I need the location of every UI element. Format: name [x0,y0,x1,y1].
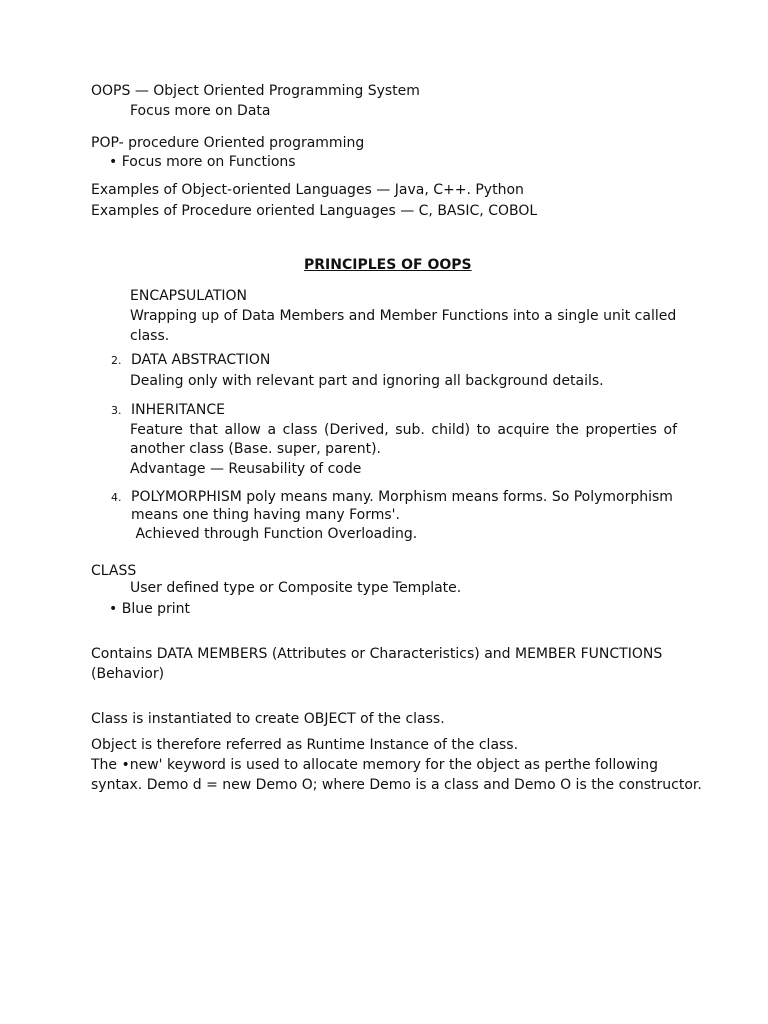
new-keyword-line: syntax. Demo d = new Demo O; where Demo is a class and Demo O is the constructor. [91,777,702,793]
principle-desc-line: Wrapping up of Data Members and Member Functions into a single unit called [130,308,677,324]
principle-desc-line: Advantage — Reusability of code [130,461,362,477]
principle-title: DATA ABSTRACTION [131,352,271,368]
class-bullet: • Blue print [109,601,191,617]
principle-number: 4. [111,491,122,504]
oops-definition: OOPS — Object Oriented Programming System [91,83,420,99]
pop-focus-bullet: • Focus more on Functions [109,154,296,170]
object-runtime: Object is therefore referred as Runtime Instance of the class. [91,737,519,753]
principle-desc-line: means one thing having many Forms'. [131,507,400,523]
principle-desc-line: Feature that allow a class (Derived, sub. child) to acquire the properties of [130,422,677,438]
class-title: CLASS [91,563,137,579]
pop-definition: POP- procedure Oriented programming [91,135,365,151]
principle-desc-line: Achieved through Function Overloading. [131,526,418,542]
principle-desc-line: another class (Base. super, parent). [130,441,381,457]
principle-title: POLYMORPHISM poly means many. Morphism means forms. So Polymorphism [131,489,673,505]
class-instantiated: Class is instantiated to create OBJECT of the class. [91,711,445,727]
principle-number: 2. [111,354,122,367]
oops-focus: Focus more on Data [130,103,271,119]
class-description: User defined type or Composite type Template. [130,580,462,596]
principle-number: 3. [111,404,122,417]
new-keyword-line: The •new' keyword is used to allocate memory for the object as perthe following [91,757,658,773]
principle-desc-line: Dealing only with relevant part and ignoring all background details. [130,373,604,389]
class-contains-line: Contains DATA MEMBERS (Attributes or Characteristics) and MEMBER FUNCTIONS [91,646,663,662]
principle-title: ENCAPSULATION [130,288,248,304]
principle-title: INHERITANCE [131,402,225,418]
oo-languages-examples: Examples of Object-oriented Languages — Java, C++. Python [91,182,524,198]
principle-desc-line: class. [130,328,170,344]
class-contains-line: (Behavior) [91,666,165,682]
principles-heading: PRINCIPLES OF OOPS [304,257,472,273]
po-languages-examples: Examples of Procedure oriented Languages — C, BASIC, COBOL [91,203,538,219]
